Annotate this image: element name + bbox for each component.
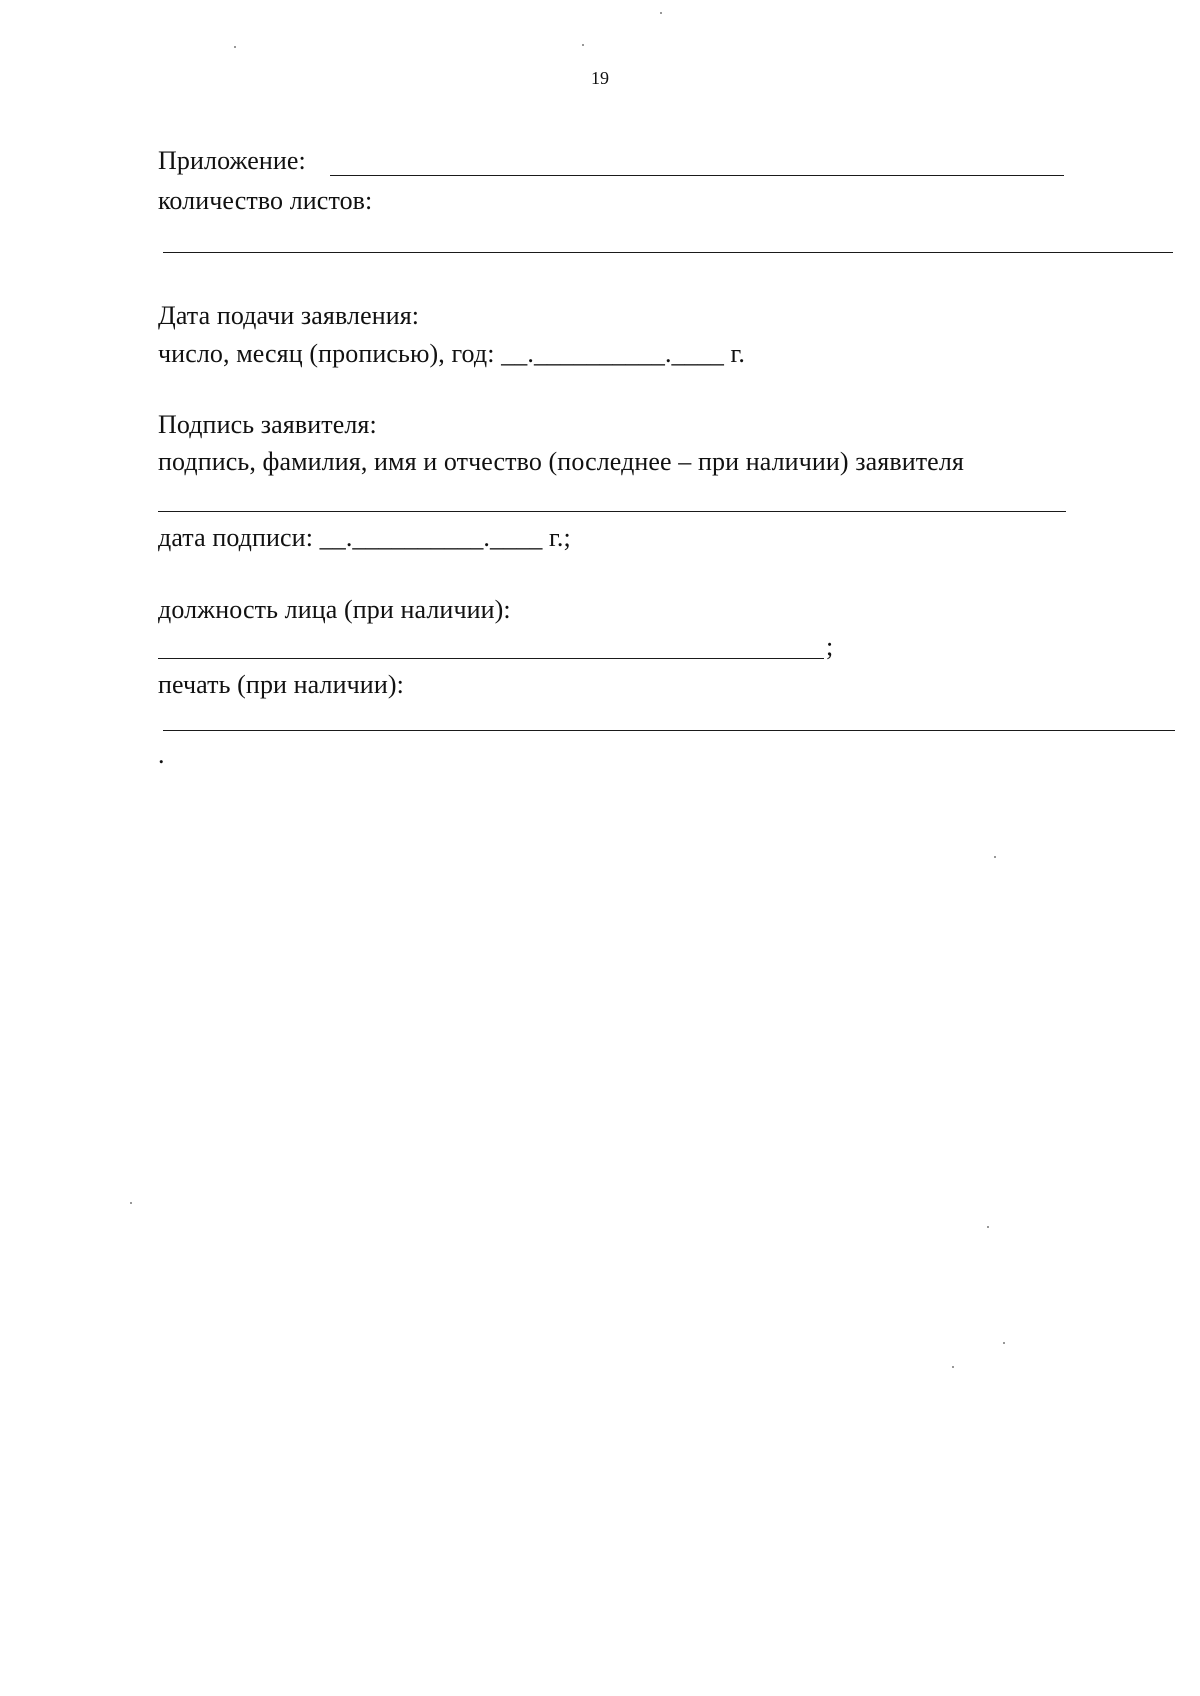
- sheets-count-line: [163, 252, 1173, 253]
- signature-line: [158, 511, 1066, 512]
- application-date-heading: Дата подачи заявления:: [158, 301, 420, 330]
- signature-date-line: дата подписи: __.__________.____ г.;: [158, 523, 571, 552]
- scan-speck: [660, 12, 662, 14]
- page-number: 19: [591, 68, 609, 88]
- applicant-signature-heading: Подпись заявителя:: [158, 410, 377, 439]
- position-line: [158, 658, 824, 659]
- applicant-signature-description: подпись, фамилия, имя и отчество (последнее – при наличии) заявителя: [158, 447, 964, 476]
- position-terminator: ;: [826, 632, 834, 661]
- scan-speck: [130, 1202, 132, 1204]
- scan-speck: [952, 1366, 954, 1368]
- scan-speck: [1003, 1342, 1005, 1344]
- scan-speck: [582, 44, 584, 46]
- trailing-dot: .: [158, 740, 165, 769]
- sheets-count-label: количество листов:: [158, 186, 373, 215]
- scan-speck: [987, 1226, 989, 1228]
- stamp-label: печать (при наличии):: [158, 670, 404, 699]
- application-date-line: число, месяц (прописью), год: __.__________.____ г.: [158, 339, 745, 368]
- scan-speck: [234, 46, 236, 48]
- scan-speck: [994, 856, 996, 858]
- appendix-label: Приложение:: [158, 146, 306, 175]
- appendix-line: [330, 175, 1064, 176]
- position-label: должность лица (при наличии):: [158, 595, 511, 624]
- stamp-line: [163, 730, 1175, 731]
